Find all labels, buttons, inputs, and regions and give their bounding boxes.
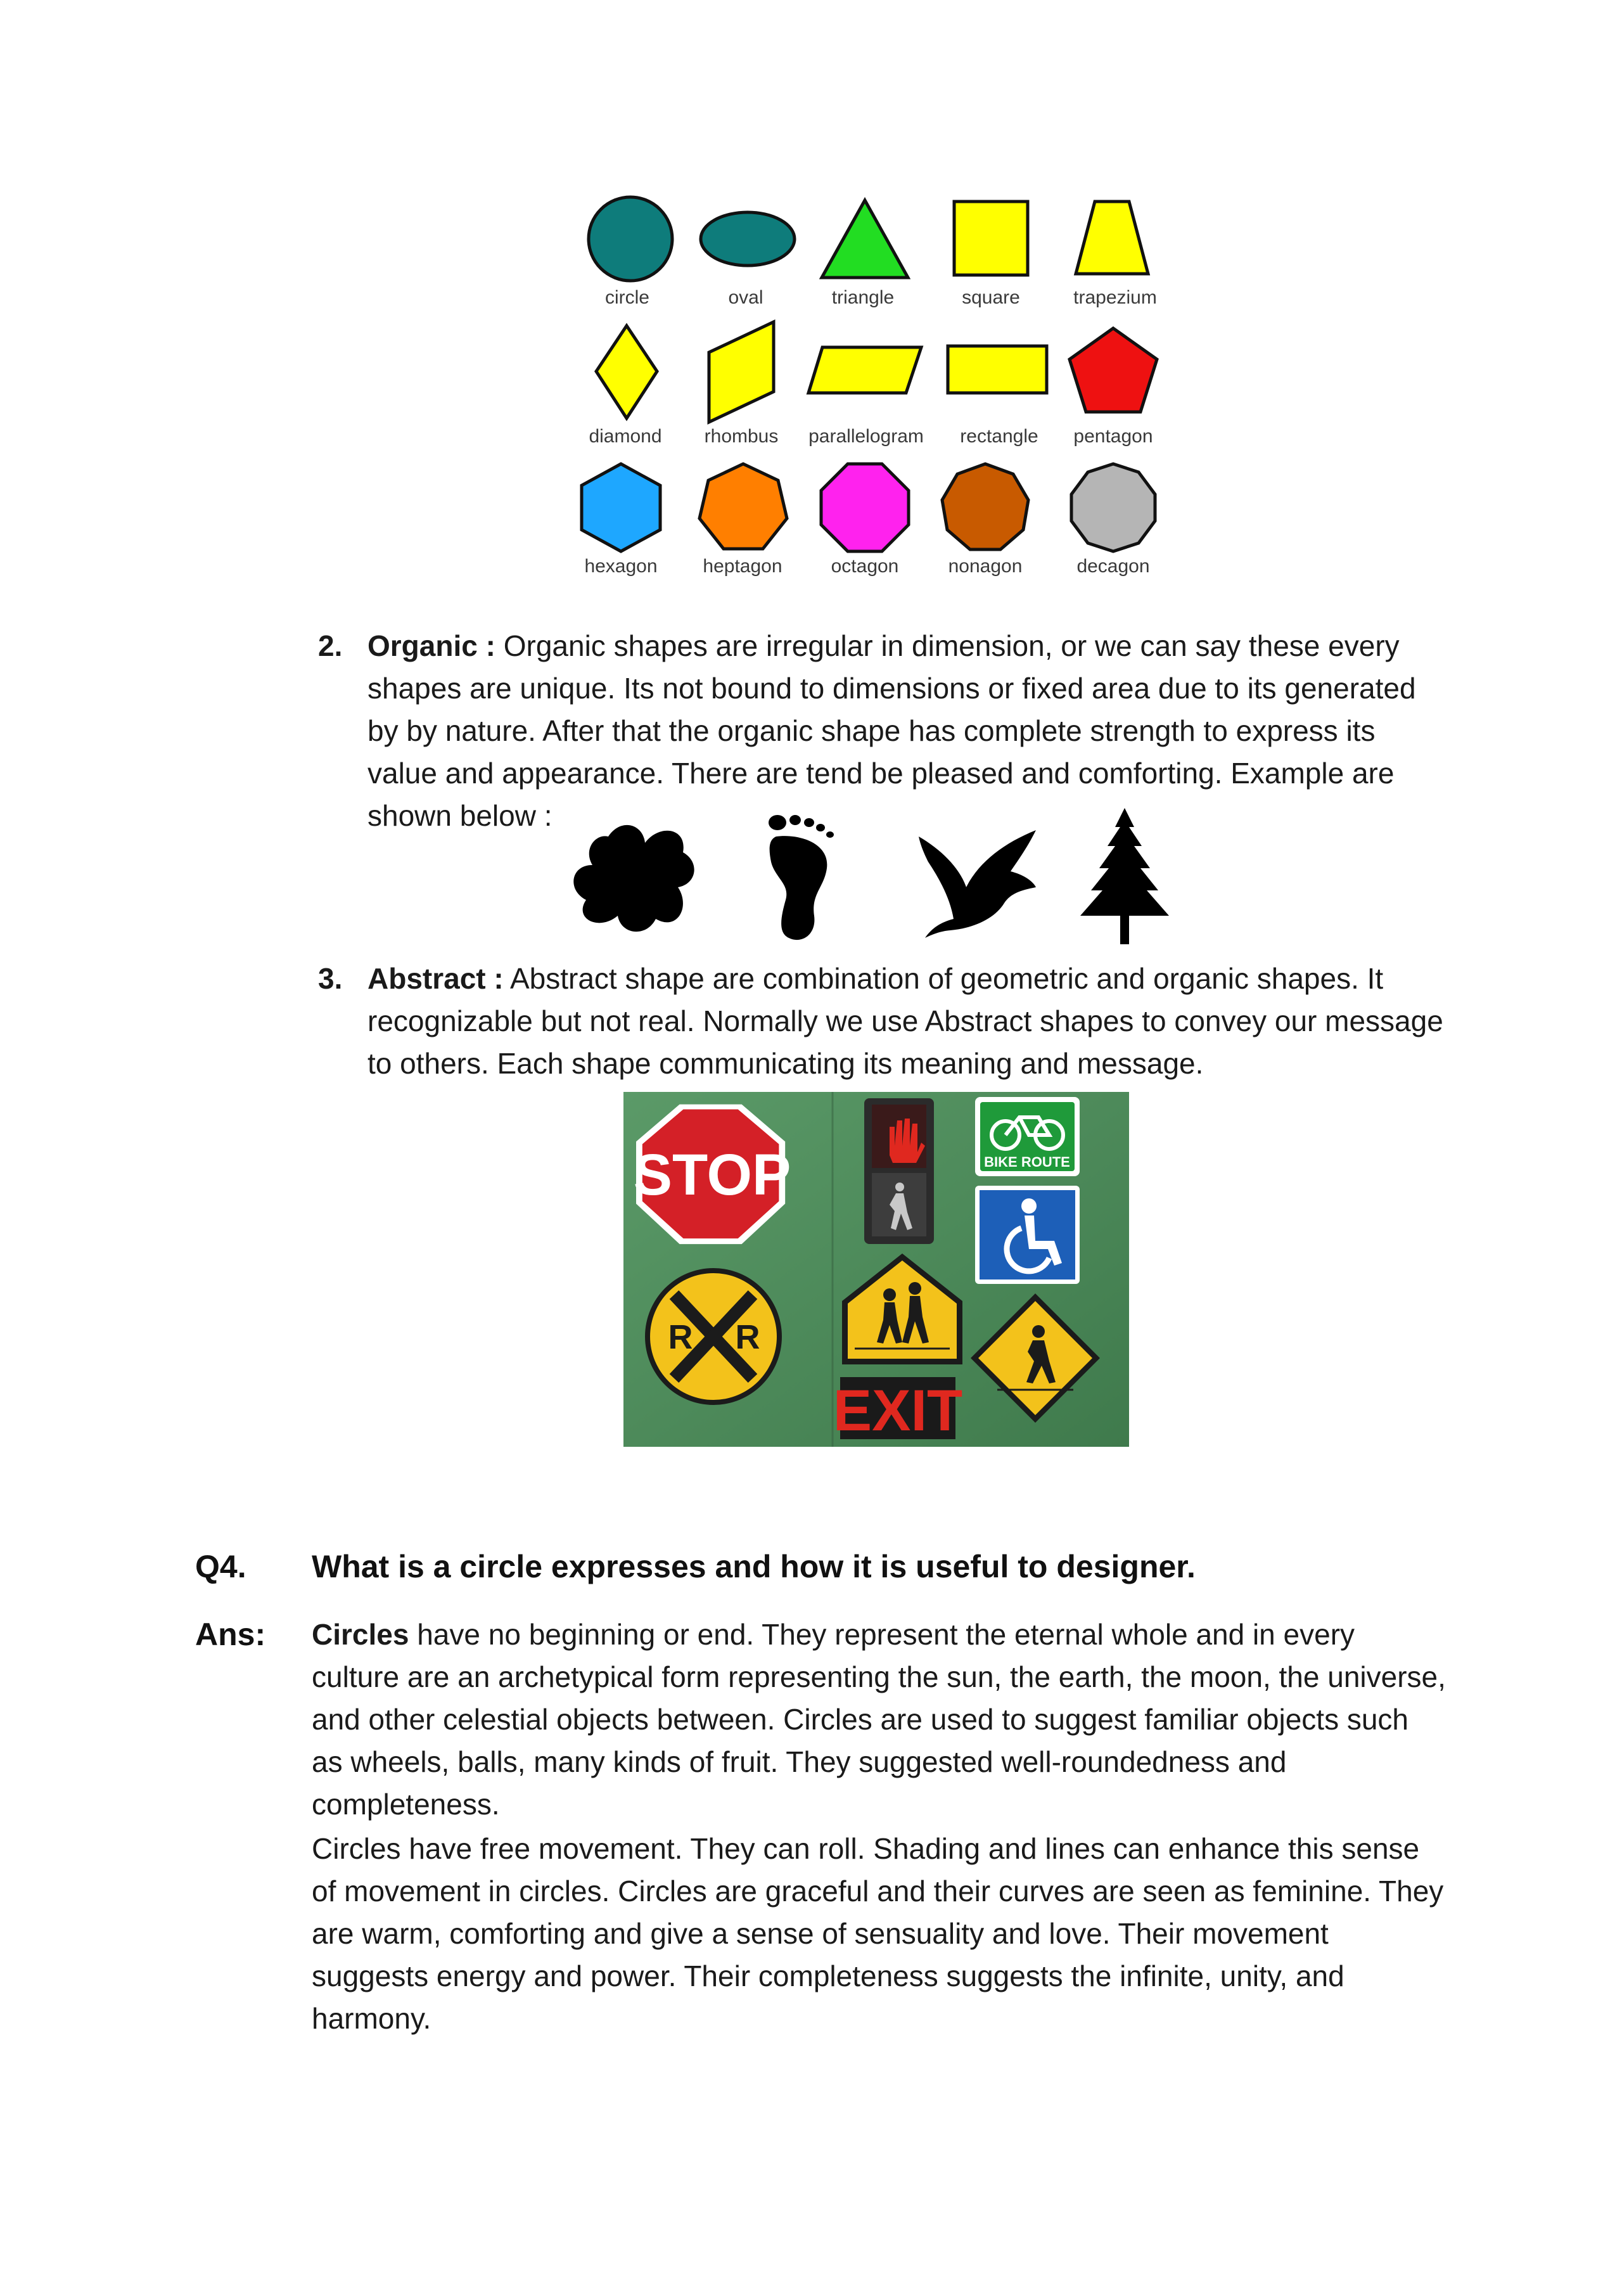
shape-label-decagon: decagon <box>1076 556 1150 577</box>
splat-icon <box>570 818 703 938</box>
answer-paragraph-1 <box>312 1613 1446 1826</box>
shape-label-heptagon: heptagon <box>703 556 782 577</box>
triangle-shape <box>817 195 912 284</box>
abstract-text: Abstract shape are combination of geometric and organic shapes. It recognizable but not real. Normally we use Abstract shapes to convey our message to others. Each shape communicating its meaning and message. <box>367 962 1443 1080</box>
answer-paragraph-2: Circles have free movement. They can roll. Shading and lines can enhance this sense of movement in circles. Circles are graceful and their curves are seen as feminine. They are warm, comforting and give a sense of sensuality and love. Their movement suggests energy and power. Their completeness suggests the infinite, unity, and harmony. <box>312 1832 1444 2035</box>
shape-label-pentagon: pentagon <box>1073 426 1153 447</box>
abstract-paragraph <box>367 958 1445 1085</box>
pentagon-shape <box>1066 324 1161 420</box>
nonagon-shape <box>938 460 1033 555</box>
shape-label-square: square <box>962 287 1020 308</box>
oval-shape <box>697 209 798 273</box>
abstract-term: Abstract : <box>367 962 504 995</box>
heptagon-shape <box>696 460 791 555</box>
answer-label: Ans: <box>195 1617 266 1652</box>
item-number-organic: 2. <box>318 629 343 662</box>
traffic-signs-photo <box>623 1092 1129 1447</box>
shape-label-rectangle: rectangle <box>960 426 1038 447</box>
diamond-shape <box>592 322 661 423</box>
shape-label-parallelogram: parallelogram <box>808 426 924 447</box>
octagon-shape <box>817 460 912 555</box>
tree-icon <box>1077 808 1172 944</box>
circles-term: Circles <box>312 1618 409 1651</box>
exit-sign-text: EXIT <box>833 1378 963 1443</box>
stop-sign-text: STOP <box>633 1143 791 1207</box>
parallelogram-shape <box>805 342 925 399</box>
organic-paragraph <box>367 625 1445 837</box>
exit-sign-icon <box>833 1377 962 1443</box>
rr-right-text: R <box>735 1318 760 1356</box>
circle-shape <box>583 195 678 290</box>
shape-label-rhombus: rhombus <box>704 426 779 447</box>
bird-icon <box>916 824 1042 938</box>
question-text: What is a circle expresses and how it is useful to designer. <box>312 1549 1196 1584</box>
decagon-shape <box>1066 460 1161 555</box>
shape-label-diamond: diamond <box>589 426 662 447</box>
hexagon-shape <box>577 460 665 555</box>
trapezium-shape <box>1071 196 1153 279</box>
square-shape <box>950 198 1033 280</box>
geometric-shapes-figure <box>0 0 1622 589</box>
question-number: Q4. <box>195 1549 246 1584</box>
shape-label-octagon: octagon <box>831 556 899 577</box>
pedestrian-signal-icon <box>864 1098 934 1244</box>
shape-label-triangle: triangle <box>831 287 895 308</box>
rr-left-text: R <box>668 1318 693 1356</box>
footprint-icon <box>763 811 846 944</box>
answer-paragraph-1-text: have no beginning or end. They represent the eternal whole and in every culture are an archetypical form representing the sun, the earth, the moon, the universe, and other celestial objects between. Circles are used to suggest familiar objects such as wheels, balls, many kinds of fruit. They suggested well-roundedness and completeness. <box>312 1618 1446 1821</box>
item-number-abstract: 3. <box>318 962 343 995</box>
shape-label-circle: circle <box>604 287 649 308</box>
shape-label-oval: oval <box>728 287 763 308</box>
bike-route-sign-icon <box>975 1097 1080 1176</box>
rhombus-shape <box>700 318 782 426</box>
organic-term: Organic : <box>367 629 495 662</box>
rectangle-shape <box>944 342 1052 399</box>
bike-route-text: BIKE ROUTE <box>984 1154 1070 1170</box>
shape-label-trapezium: trapezium <box>1073 287 1157 308</box>
shape-label-nonagon: nonagon <box>948 556 1023 577</box>
organic-text: Organic shapes are irregular in dimension, or we can say these every shapes are unique. Its not bound to dimensions or fixed area due to its generated by by nature. After that the organic shape has complete strength to express its value and appearance. There are tend be pleased and comforting. Example are shown below : <box>367 629 1416 832</box>
shape-label-hexagon: hexagon <box>584 556 658 577</box>
wheelchair-sign-icon <box>975 1186 1080 1284</box>
railroad-crossing-sign-icon <box>645 1268 782 1405</box>
